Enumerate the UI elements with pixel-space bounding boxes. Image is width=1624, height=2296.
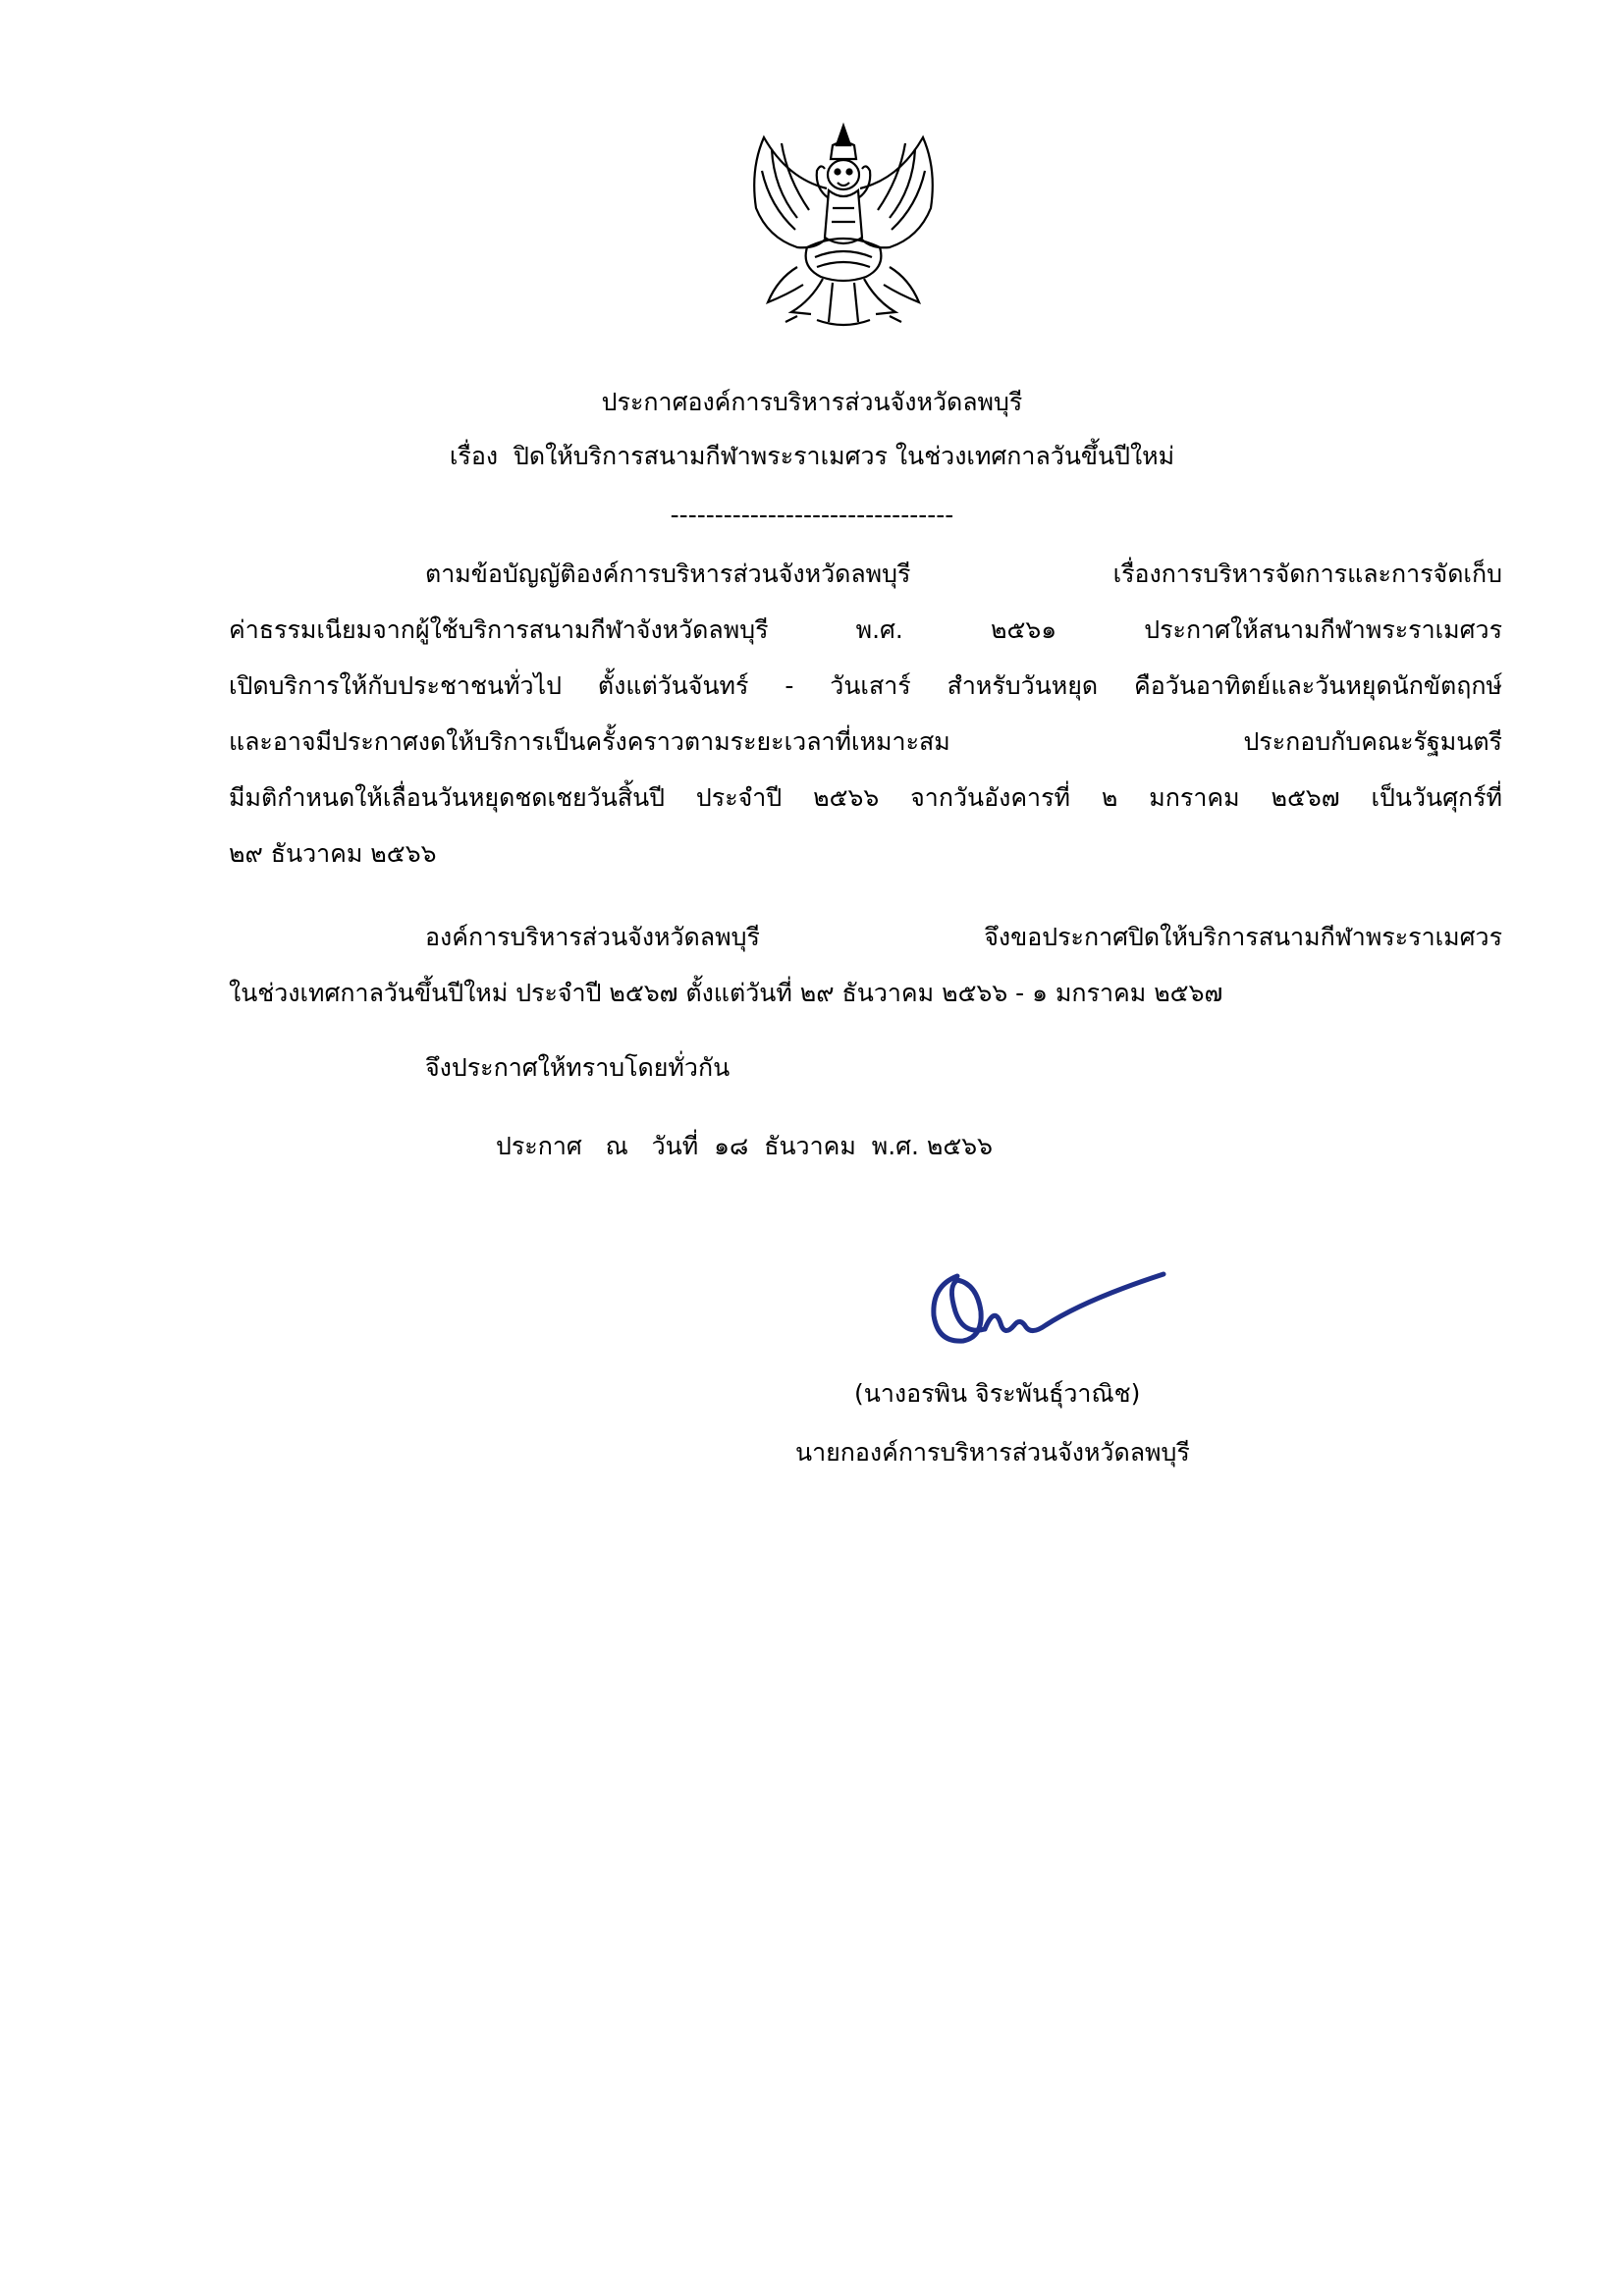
paragraph-2-line-1: องค์การบริหารส่วนจังหวัดลพบุรี จึงขอประกาศปิดให้บริการสนามกีฬาพระราเมศวร [425,923,1502,951]
announcement-subject [0,437,1624,476]
signatory-name: (นางอรพิน จิระพันธุ์วาณิช) [854,1379,1141,1408]
signature-image [918,1256,1173,1364]
closing-statement: จึงประกาศให้ทราบโดยทั่วกัน [425,1053,731,1082]
paragraph-1-line-2: ค่าธรรมเนียมจากผู้ใช้บริการสนามกีฬาจังหวัดลพบุรี พ.ศ. ๒๕๖๑ ประกาศให้สนามกีฬาพระราเมศวร [229,615,1502,644]
title-separator: -------------------------------- [670,501,954,529]
signatory-position: นายกองค์การบริหารส่วนจังหวัดลพบุรี [795,1438,1190,1467]
subject-label: เรื่อง [449,442,499,470]
subject-text: ปิดให้บริการสนามกีฬาพระราเมศวร ในช่วงเทศกาลวันขึ้นปีใหม่ [513,442,1175,470]
announcement-date: ประกาศ ณ วันที่ ๑๘ ธันวาคม พ.ศ. ๒๕๖๖ [496,1132,994,1160]
paragraph-1-line-1: ตามข้อบัญญัติองค์การบริหารส่วนจังหวัดลพบุรี เรื่องการบริหารจัดการและการจัดเก็บ [425,560,1502,588]
paragraph-1-line-3: เปิดบริการให้กับประชาชนทั่วไป ตั้งแต่วันจันทร์ - วันเสาร์ สำหรับวันหยุด คือวันอาทิตย์และวันหยุดนักขัตฤกษ์ [229,671,1502,700]
announcement-title: ประกาศองค์การบริหารส่วนจังหวัดลพบุรี [601,388,1023,416]
paragraph-1-line-6: ๒๙ ธันวาคม ๒๕๖๖ [229,839,437,868]
garuda-emblem-icon [738,120,948,338]
paragraph-2-line-2: ในช่วงเทศกาลวันขึ้นปีใหม่ ประจำปี ๒๕๖๗ ตั้งแต่วันที่ ๒๙ ธันวาคม ๒๕๖๖ - ๑ มกราคม ๒๕๖๗ [229,979,1223,1007]
paragraph-1-line-5: มีมติกำหนดให้เลื่อนวันหยุดชดเชยวันสิ้นปี ประจำปี ๒๕๖๖ จากวันอังคารที่ ๒ มกราคม ๒๕๖๗ เป็นวันศุกร์ที่ [229,783,1502,812]
paragraph-1-line-4: และอาจมีประกาศงดให้บริการเป็นครั้งคราวตามระยะเวลาที่เหมาะสม ประกอบกับคณะรัฐมนตรี [229,727,1502,756]
